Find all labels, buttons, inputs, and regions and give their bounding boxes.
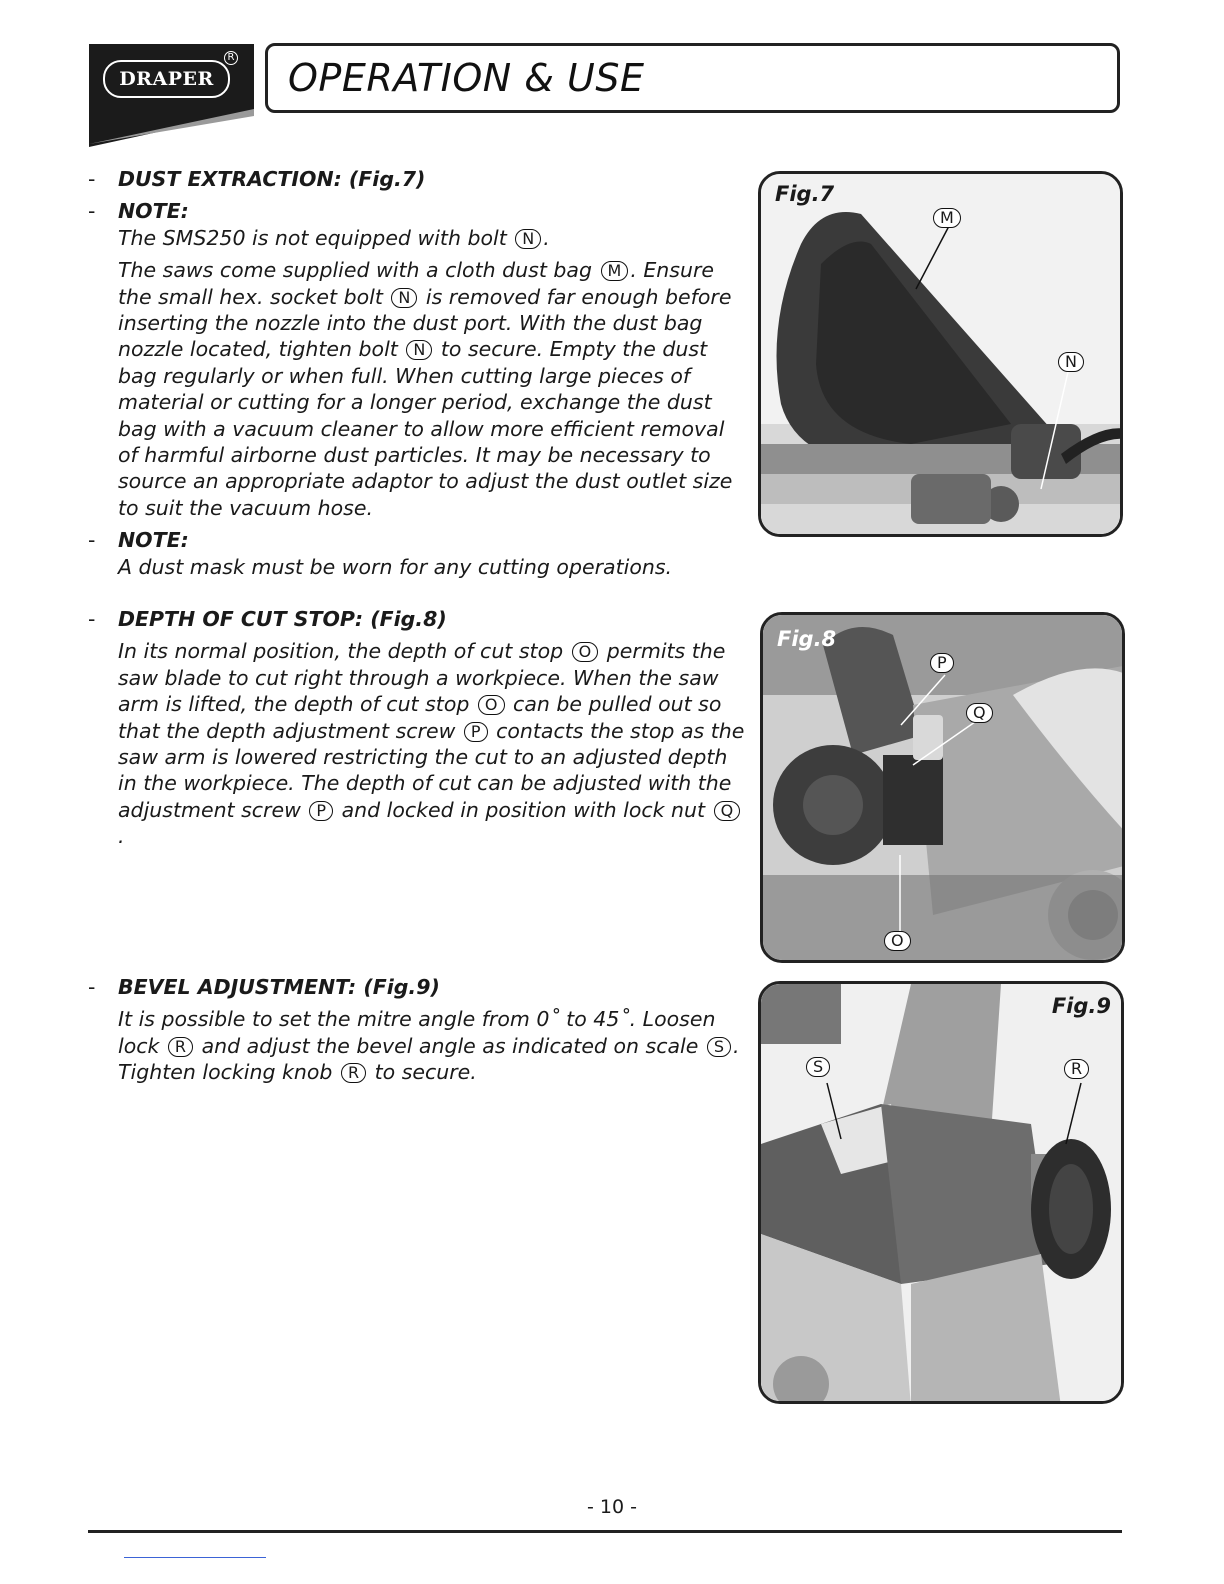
ref-badge: O bbox=[478, 695, 505, 715]
text: can be pulled out so that the depth adjustment screw bbox=[118, 692, 722, 743]
ref-badge: N bbox=[406, 340, 432, 360]
bullet-dash: - bbox=[88, 607, 96, 631]
dust-body-text bbox=[88, 257, 748, 521]
bevel-adjustment-heading: BEVEL ADJUSTMENT: (Fig.9) bbox=[118, 975, 440, 999]
page-title: OPERATION & USE bbox=[288, 56, 645, 100]
text: and locked in position with lock nut bbox=[341, 797, 706, 822]
text: to secure. bbox=[374, 1060, 477, 1085]
ref-badge: R bbox=[168, 1037, 193, 1057]
callout-s: S bbox=[806, 1057, 830, 1077]
dust-extraction-heading: DUST EXTRACTION: (Fig.7) bbox=[118, 167, 426, 191]
text: The SMS250 is not equipped with bolt bbox=[118, 225, 507, 250]
ref-badge: N bbox=[391, 288, 417, 308]
ref-badge: S bbox=[707, 1037, 731, 1057]
ref-badge: R bbox=[341, 1063, 366, 1083]
text: is removed far enough before inserting the nozzle into the dust port. With the dust bag nozzle located, tighten bolt bbox=[118, 284, 732, 362]
bevel-adjustment-section bbox=[88, 974, 748, 1092]
text: In its normal position, the depth of cut stop bbox=[118, 639, 564, 664]
brand-name: DRAPER bbox=[119, 68, 214, 90]
figure-9 bbox=[758, 981, 1124, 1404]
callout-p: P bbox=[930, 653, 954, 673]
draper-logo bbox=[103, 60, 230, 98]
callout-r: R bbox=[1064, 1059, 1089, 1079]
bullet-dash: - bbox=[88, 167, 96, 191]
dust-extraction-section bbox=[88, 166, 748, 586]
text: It is possible to set the mitre angle from 0˚ to 45˚. Loosen lock bbox=[118, 1007, 716, 1058]
text: . bbox=[543, 225, 550, 250]
bullet-dash: - bbox=[88, 975, 96, 999]
fig7-label: Fig.7 bbox=[775, 182, 835, 206]
bullet-dash: - bbox=[88, 528, 96, 553]
text: to secure. Empty the dust bag regularly or when full. When cutting large pieces of material or cutting for a longer period, exchange the dust bag with a vacuum cleaner to allow more efficient removal of harmful airborne dust particles. It may be necessary to source an appropriate adaptor to adjust the dust outlet size to suit the vacuum hose. bbox=[118, 337, 733, 520]
ref-badge: P bbox=[464, 722, 488, 742]
logo-swoosh bbox=[89, 104, 254, 144]
figure-7 bbox=[758, 171, 1123, 537]
depth-of-cut-heading: DEPTH OF CUT STOP: (Fig.8) bbox=[118, 607, 447, 631]
text: The saws come supplied with a cloth dust bag bbox=[118, 258, 592, 283]
fig9-label: Fig.9 bbox=[1051, 994, 1111, 1018]
registered-mark: R bbox=[224, 51, 238, 65]
page-number: - 10 - bbox=[587, 1496, 637, 1518]
text: contacts the stop as the saw arm is lowered restricting the cut to an adjusted depth in the workpiece. The depth of cut can be adjusted with the adjustment screw bbox=[118, 718, 745, 822]
footer-rule bbox=[88, 1530, 1122, 1533]
title-box bbox=[265, 43, 1120, 113]
ref-badge: P bbox=[309, 801, 333, 821]
note-text bbox=[88, 225, 748, 251]
ref-badge: M bbox=[601, 261, 629, 281]
text: . Ensure the small hex. socket bolt bbox=[118, 258, 715, 309]
figure-8 bbox=[760, 612, 1125, 963]
text: . Tighten locking knob bbox=[118, 1033, 740, 1085]
callout-q: Q bbox=[966, 703, 993, 723]
callout-o: O bbox=[884, 931, 911, 951]
callout-m: M bbox=[933, 208, 961, 228]
note-heading: NOTE: bbox=[118, 199, 189, 224]
ref-badge: O bbox=[572, 642, 599, 662]
text: permits the saw blade to cut right through a workpiece. When the saw arm is lifted, the depth of cut stop bbox=[118, 639, 726, 717]
bullet-dash: - bbox=[88, 199, 96, 224]
fig8-label: Fig.8 bbox=[777, 627, 837, 651]
text: . bbox=[118, 824, 125, 849]
ref-badge: Q bbox=[714, 801, 741, 821]
bevel-knob-photo bbox=[761, 984, 1124, 1404]
callout-n: N bbox=[1058, 352, 1084, 372]
dust-mask-note: A dust mask must be worn for any cutting operations. bbox=[118, 554, 673, 579]
text: and adjust the bevel angle as indicated on scale bbox=[201, 1033, 699, 1058]
bevel-body-text bbox=[88, 1006, 748, 1085]
note-heading: NOTE: bbox=[118, 528, 189, 553]
link-underline bbox=[124, 1557, 266, 1558]
depth-of-cut-section bbox=[88, 606, 748, 856]
ref-badge: N bbox=[515, 229, 541, 249]
depth-body-text bbox=[88, 638, 748, 849]
